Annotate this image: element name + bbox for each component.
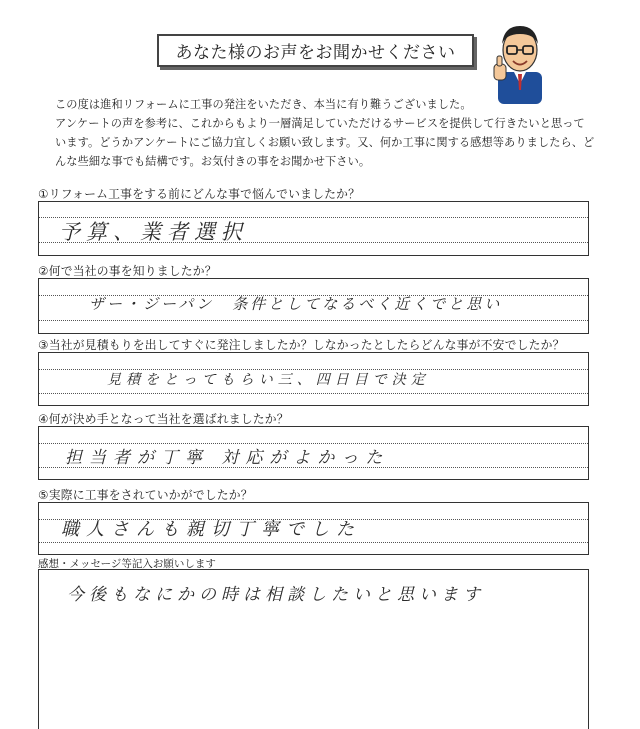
intro-line: んな些細な事でも結構です。お気付きの事をお聞かせ下さい。 (55, 155, 371, 168)
dotted-rule (39, 320, 588, 321)
question-1-answer-box (38, 201, 589, 256)
comments-box (38, 569, 589, 729)
question-2-answer-box (38, 278, 589, 334)
page-title-text: あなた様のお声をお聞かせください (175, 43, 456, 63)
question-5-answer-box (38, 502, 589, 555)
intro-line: アンケートの声を参考に、これからもより一層満足していただけるサービスを提供して行きたいと思って (55, 117, 585, 130)
question-5-answer: 職人さんも親切丁寧でした (61, 519, 361, 540)
intro-line: この度は進和リフォームに工事の発注をいただき、本当に有り難うございました。 (55, 98, 472, 111)
intro-line: います。どうかアンケートにご協力宜しくお願い致します。又、何か工事に関する感想等ありましたら、ど (55, 136, 595, 149)
comments-label: 感想・メッセージ等記入お願いします (38, 558, 216, 570)
mascot-illustration (488, 14, 550, 104)
question-2-label: ②何で当社の事を知りましたか？ (38, 264, 217, 278)
question-5-label: ⑤実際に工事をされていかがでしたか？ (38, 488, 253, 502)
question-4-answer-box (38, 426, 589, 480)
question-1-answer: 予算、業者選択 (59, 220, 248, 244)
question-1-label: ①リフォーム工事をする前にどんな事で悩んでいましたか？ (38, 187, 361, 201)
page-title (157, 34, 474, 67)
dotted-rule (39, 542, 588, 543)
question-4-answer: 担当者が丁寧 対応がよかった (65, 448, 390, 468)
comments-answer: 今後もなにかの時は相談したいと思います (67, 585, 485, 605)
question-3-answer: 見積をとってもらい三、四日目で決定 (107, 372, 430, 388)
intro-text (55, 95, 600, 171)
question-3-answer-box (38, 352, 589, 406)
question-2-answer: ザー・ジーパン 条件としてなるべく近くでと思い (89, 295, 503, 313)
question-4-label: ④何が決め手となって当社を選ばれましたか？ (38, 412, 289, 426)
dotted-rule (39, 393, 588, 394)
question-3-label: ③当社が見積もりを出してすぐに発注しましたか？しなかったとしたらどんな事が不安でしたか？ (38, 338, 565, 352)
